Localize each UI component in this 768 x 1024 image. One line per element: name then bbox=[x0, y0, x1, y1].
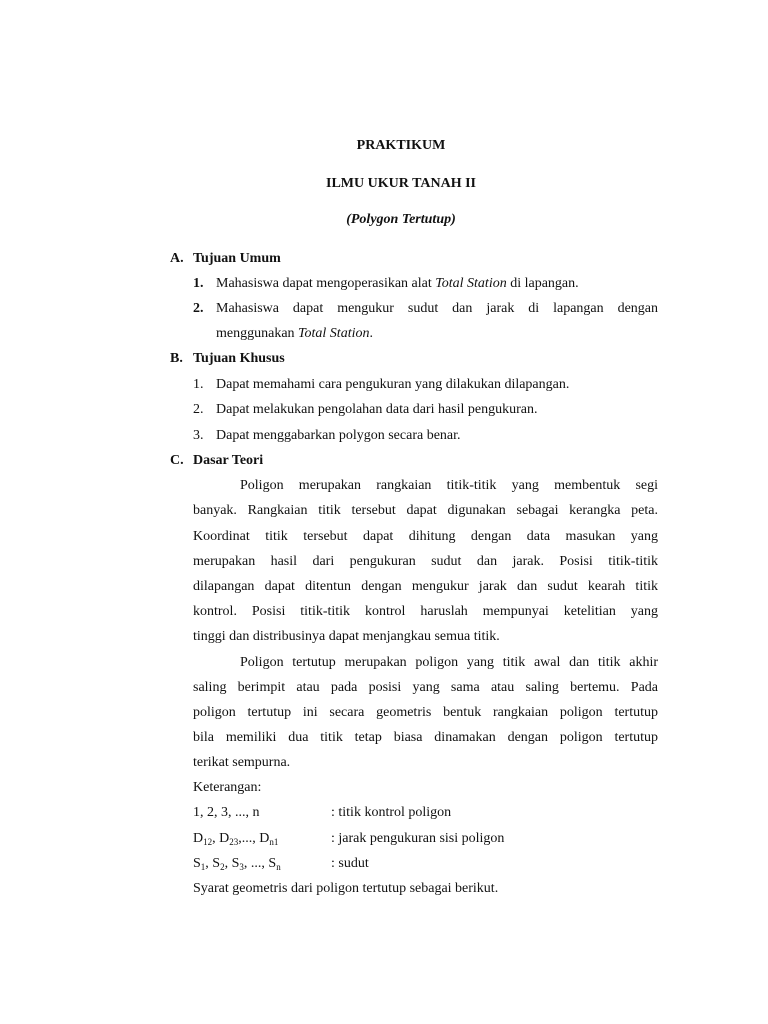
section-a-heading: Tujuan Umum bbox=[193, 251, 281, 266]
legend-description: : jarak pengukuran sisi poligon bbox=[331, 831, 505, 846]
paragraph-line: Poligon merupakan rangkaian titik-titik yang membentuk segi bbox=[240, 478, 658, 493]
paragraph-line: bila memiliki dua titik tetap biasa dinamakan dengan poligon tertutup bbox=[193, 730, 658, 745]
list-item: Mahasiswa dapat mengukur sudut dan jarak di lapangan dengan bbox=[216, 301, 658, 316]
legend-term: $D_{12}$, $D_{23}$,..., $D_{n1}$ bbox=[193, 831, 279, 847]
legend-term: $S_1$, $S_2$, $S_3$, ..., $S_n$ bbox=[193, 856, 281, 872]
list-item: Mahasiswa dapat mengoperasikan alat Total Station di lapangan. bbox=[216, 276, 579, 291]
legend-description: : titik kontrol poligon bbox=[331, 805, 452, 820]
section-b-heading: Tujuan Khusus bbox=[193, 351, 285, 366]
title-course: ILMU UKUR TANAH II bbox=[326, 176, 476, 191]
list-item: Dapat menggabarkan polygon secara benar. bbox=[216, 428, 461, 443]
section-a-letter: A. bbox=[170, 251, 184, 266]
title-praktikum: PRAKTIKUM bbox=[356, 138, 446, 153]
list-number: 3. bbox=[193, 428, 204, 443]
list-item: Dapat melakukan pengolahan data dari hasil pengukuran. bbox=[216, 402, 538, 417]
paragraph-line: kontrol. Posisi titik-titik kontrol haruslah mempunyai ketelitian yang bbox=[193, 604, 658, 619]
paragraph-line: saling berimpit atau pada posisi yang sama atau saling bertemu. Pada bbox=[193, 680, 658, 695]
paragraph-line: terikat sempurna. bbox=[193, 755, 291, 770]
paragraph-line: Koordinat titik tersebut dapat dihitung dengan data masukan yang bbox=[193, 529, 658, 544]
list-item-continuation: menggunakan Total Station. bbox=[216, 326, 373, 341]
paragraph-line: Poligon tertutup merupakan poligon yang titik awal dan titik akhir bbox=[240, 655, 658, 670]
closing-line: Syarat geometris dari poligon tertutup sebagai berikut. bbox=[193, 881, 499, 896]
paragraph-line: banyak. Rangkaian titik tersebut dapat digunakan sebagai kerangka peta. bbox=[193, 503, 658, 518]
list-number: 2. bbox=[193, 402, 204, 417]
legend-row bbox=[193, 855, 593, 873]
legend-row bbox=[193, 830, 593, 848]
list-number: 2. bbox=[193, 301, 204, 316]
section-c-letter: C. bbox=[170, 453, 184, 468]
title-subtitle: (Polygon Tertutup) bbox=[346, 212, 456, 227]
legend-description: : sudut bbox=[331, 856, 369, 871]
section-b-letter: B. bbox=[170, 351, 183, 366]
list-number: 1. bbox=[193, 377, 204, 392]
legend-term: 1, 2, 3, ..., n bbox=[193, 805, 260, 820]
paragraph-line: dilapangan dapat ditentun dengan mengukur jarak dan sudut kearah titik bbox=[193, 579, 658, 594]
legend-row bbox=[193, 804, 593, 822]
section-c-heading: Dasar Teori bbox=[193, 453, 264, 468]
keterangan-label: Keterangan: bbox=[193, 780, 262, 795]
list-number: 1. bbox=[193, 276, 204, 291]
paragraph-line: merupakan hasil dari pengukuran sudut dan jarak. Posisi titik-titik bbox=[193, 554, 658, 569]
paragraph-line: tinggi dan distribusinya dapat menjangkau semua titik. bbox=[193, 629, 500, 644]
list-item: Dapat memahami cara pengukuran yang dilakukan dilapangan. bbox=[216, 377, 570, 392]
paragraph-line: poligon tertutup ini secara geometris bentuk rangkaian poligon tertutup bbox=[193, 705, 658, 720]
